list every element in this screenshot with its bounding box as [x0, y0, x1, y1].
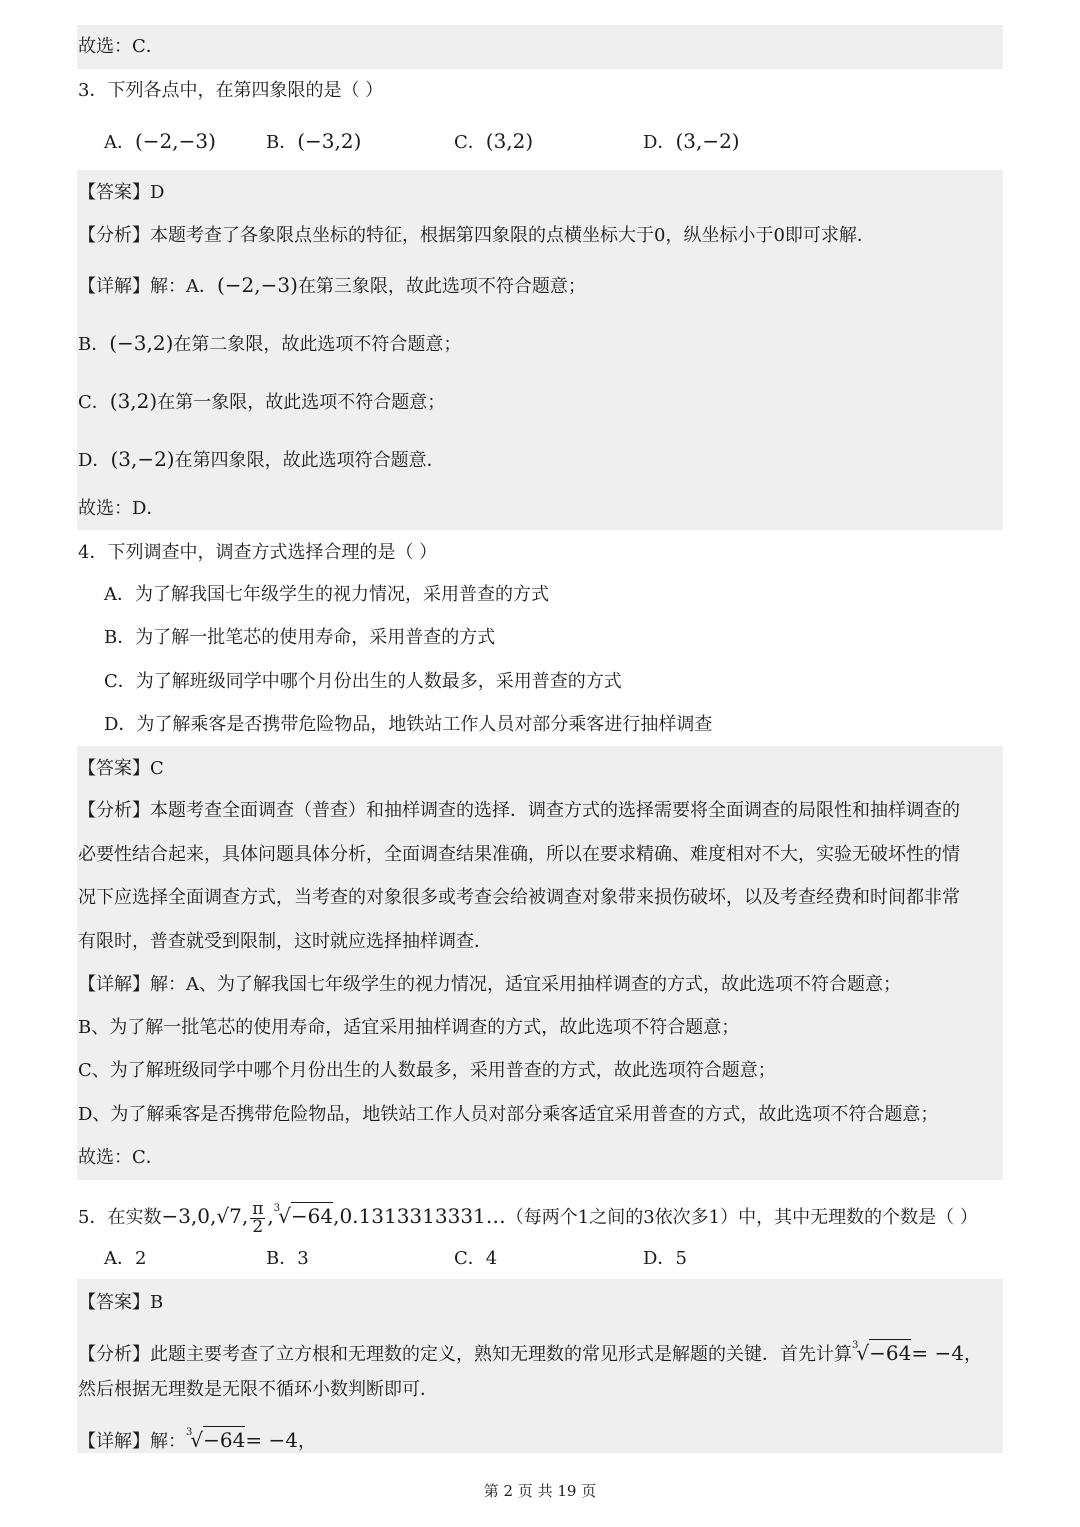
- detail-math: (3,−2): [110, 447, 175, 471]
- question-3-stem: 3．下列各点中，在第四象限的是（ ）: [78, 80, 384, 101]
- q4-conclusion: 故选：C．: [78, 1147, 164, 1168]
- detail-prefix: D．: [78, 450, 111, 471]
- detail-text: 在第一象限，故此选项不符合题意；: [157, 392, 446, 413]
- option-letter: C．: [454, 132, 486, 153]
- q5-option-a: [104, 1247, 146, 1271]
- option-letter: B．: [266, 1248, 298, 1269]
- q3-analysis: 【分析】本题考查了各象限点坐标的特征，根据第四象限的点横坐标大于0，纵坐标小于0即可求解．: [78, 225, 875, 246]
- detail-prefix: 【详解】解：: [78, 1431, 186, 1452]
- stem-suffix: （每两个1之间的3依次多1）中，其中无理数的个数是（ ）: [505, 1207, 978, 1228]
- option-value: (3,2): [485, 129, 534, 153]
- option-value: 4: [485, 1248, 498, 1269]
- detail-text: 在第三象限，故此选项不符合题意；: [297, 276, 586, 297]
- equation-result: = −4: [911, 1341, 964, 1365]
- q3-option-c: [454, 129, 533, 155]
- q4-analysis-line: 况下应选择全面调查方式，当考查的对象很多或考查会给被调查对象带来损伤破坏，以及考查经费和时间都非常: [78, 887, 960, 908]
- q3-answer: 【答案】D: [78, 182, 165, 203]
- root-index: 3: [186, 1427, 193, 1438]
- q3-detail-line: [78, 273, 586, 299]
- question-5-stem: [78, 1192, 978, 1236]
- fraction-numerator: π: [252, 1198, 264, 1219]
- q4-analysis-line: 必要性结合起来，具体问题具体分析，全面调查结果准确，所以在要求精确、难度相对不大，实验无破坏性的情: [78, 844, 960, 865]
- q5-option-c: [454, 1247, 497, 1271]
- cube-root: $^3$√−64: [273, 1203, 334, 1228]
- analysis-text: 【分析】此题主要考查了立方根和无理数的定义，熟知无理数的常见形式是解题的关键．首先计算: [78, 1344, 852, 1365]
- option-value: (3,−2): [675, 129, 740, 153]
- q3-detail-line: [78, 389, 445, 415]
- q5-answer: 【答案】B: [78, 1292, 164, 1313]
- detail-prefix: B．: [78, 334, 110, 355]
- cube-root: $^3$√−64: [186, 1427, 246, 1452]
- detail-prefix: C．: [78, 392, 110, 413]
- option-value: 3: [297, 1248, 309, 1269]
- detail-text: 在第二象限，故此选项不符合题意；: [173, 334, 462, 355]
- option-value: 5: [675, 1248, 687, 1269]
- option-letter: C．: [454, 1248, 486, 1269]
- q5-analysis-line: [78, 1334, 982, 1367]
- q4-detail-line: C、为了解班级同学中哪个月份出生的人数最多，采用普查的方式，故此选项符合题意；: [78, 1060, 776, 1081]
- detail-text: 在第四象限，故此选项符合题意．: [174, 450, 445, 471]
- q4-option-d: D．为了解乘客是否携带危险物品，地铁站工作人员对部分乘客进行抽样调查: [104, 714, 713, 735]
- q3-option-b: [266, 129, 361, 155]
- option-value: (−2,−3): [135, 129, 216, 153]
- q5-detail-line: [78, 1421, 316, 1454]
- option-value: 2: [135, 1248, 147, 1269]
- option-letter: D．: [643, 132, 676, 153]
- q4-analysis-line: 【分析】本题考查全面调查（普查）和抽样调查的选择．调查方式的选择需要将全面调查的局限性和抽样调查的: [78, 800, 960, 821]
- fraction-denominator: 2: [252, 1216, 264, 1237]
- conclusion-line: 故选：C．: [78, 36, 164, 57]
- comma: ,: [267, 1204, 274, 1228]
- q3-option-a: [104, 129, 216, 155]
- option-letter: D．: [643, 1248, 676, 1269]
- q3-option-d: [643, 129, 740, 155]
- q3-conclusion: 故选：D．: [78, 498, 165, 519]
- q4-option-b: B．为了解一批笔芯的使用寿命，采用普查的方式: [104, 627, 496, 648]
- q3-detail-line: [78, 447, 445, 473]
- stem-prefix: 5．在实数: [78, 1207, 162, 1228]
- detail-math: (−2,−3): [217, 273, 298, 297]
- detail-math: (−3,2): [109, 331, 174, 355]
- option-letter: A．: [104, 1248, 135, 1269]
- option-letter: A．: [104, 132, 135, 153]
- root-radicand: −64: [290, 1204, 334, 1228]
- detail-end: ，: [297, 1431, 316, 1452]
- page-footer: 第 2 页 共 19 页: [483, 1482, 597, 1500]
- question-4-stem: 4．下列调查中，调查方式选择合理的是（ ）: [78, 542, 438, 563]
- detail-prefix: 【详解】解：A．: [78, 276, 217, 297]
- stem-tail-math: ,0.1313313331…: [333, 1204, 506, 1228]
- root-index: 3: [852, 1340, 859, 1351]
- pi-over-two-fraction: [250, 1198, 265, 1237]
- q4-option-a: A．为了解我国七年级学生的视力情况，采用普查的方式: [104, 584, 549, 605]
- q5-option-b: [266, 1247, 309, 1271]
- stem-numbers: −3,0,√7,: [161, 1204, 249, 1228]
- q3-detail-line: [78, 331, 461, 357]
- answer-block-q2-tail: [77, 25, 1003, 69]
- q4-analysis-line: 有限时，普查就受到限制，这时就应选择抽样调查．: [78, 931, 492, 952]
- q5-option-d: [643, 1247, 687, 1271]
- detail-math: (3,2): [109, 389, 158, 413]
- q4-detail-line: B、为了解一批笔芯的使用寿命，适宜采用抽样调查的方式，故此选项不符合题意；: [78, 1017, 740, 1038]
- q4-answer: 【答案】C: [78, 758, 164, 779]
- q4-detail-line: D、为了解乘客是否携带危险物品，地铁站工作人员对部分乘客适宜采用普查的方式，故此选项不符合题意；: [78, 1104, 939, 1125]
- root-radicand: −64: [203, 1428, 246, 1452]
- option-value: (−3,2): [297, 129, 362, 153]
- q4-option-c: C．为了解班级同学中哪个月份出生的人数最多，采用普查的方式: [104, 671, 622, 692]
- root-radicand: −64: [869, 1341, 912, 1365]
- equation-result: = −4: [245, 1428, 298, 1452]
- analysis-end: ，: [963, 1344, 982, 1365]
- root-index: 3: [273, 1203, 281, 1214]
- q5-analysis-line: 然后根据无理数是无限不循环小数判断即可．: [78, 1379, 438, 1400]
- option-letter: B．: [266, 132, 298, 153]
- q4-detail-line: 【详解】解：A、为了解我国七年级学生的视力情况，适宜采用抽样调查的方式，故此选项不符合题意；: [78, 974, 901, 995]
- cube-root: $^3$√−64: [852, 1340, 912, 1365]
